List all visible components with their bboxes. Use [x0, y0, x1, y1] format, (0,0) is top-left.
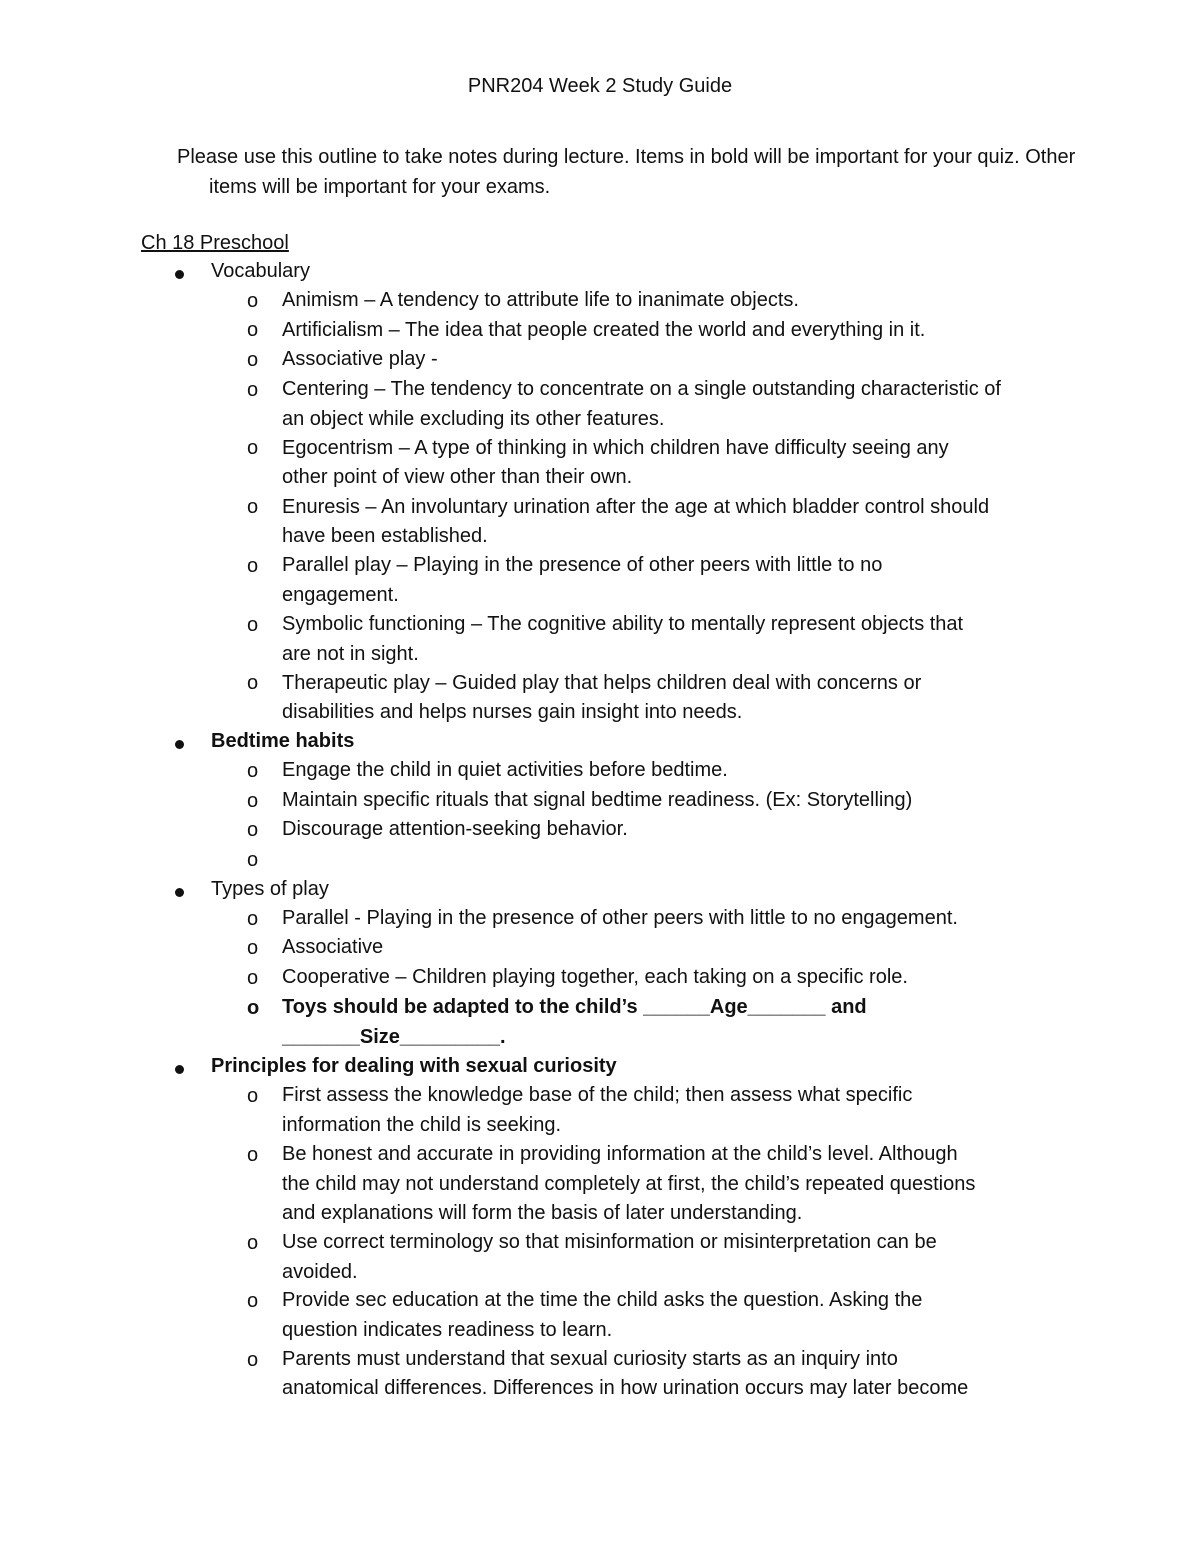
vocab-item: Parallel play – Playing in the presence of other peers with little to no: [282, 554, 883, 576]
page-title: PNR204 Week 2 Study Guide: [467, 75, 733, 97]
section-heading: Ch 18 Preschool: [141, 232, 289, 254]
sub-bullet: o: [247, 614, 259, 636]
sub-bullet: o: [247, 760, 259, 782]
bedtime-item: Engage the child in quiet activities before bedtime.: [282, 759, 728, 781]
sub-bullet: o: [247, 1349, 259, 1371]
vocab-item: Associative play -: [282, 348, 438, 370]
sub-bullet: o: [247, 555, 259, 577]
outline-item-curiosity: Principles for dealing with sexual curiosity: [211, 1055, 617, 1077]
vocab-item: Artificialism – The idea that people created the world and everything in it.: [282, 319, 926, 341]
vocab-item-cont: engagement.: [282, 584, 399, 606]
curiosity-item: Provide sec education at the time the child asks the question. Asking the: [282, 1289, 923, 1311]
play-item: Associative: [282, 936, 384, 958]
vocab-item-cont: other point of view other than their own.: [282, 466, 633, 488]
curiosity-item: First assess the knowledge base of the child; then assess what specific: [282, 1084, 913, 1106]
sub-bullet: o: [247, 1232, 259, 1254]
sub-bullet: o: [247, 937, 259, 959]
outline-item-bedtime: Bedtime habits: [211, 730, 355, 752]
sub-bullet: o: [247, 967, 259, 989]
sub-bullet: o: [247, 997, 260, 1019]
curiosity-item-cont: avoided.: [282, 1261, 358, 1283]
sub-bullet: o: [247, 496, 259, 518]
vocab-item: Symbolic functioning – The cognitive ability to mentally represent objects that: [282, 613, 964, 635]
curiosity-item-cont: information the child is seeking.: [282, 1114, 562, 1136]
bullet-play: [172, 882, 188, 898]
sub-bullet: o: [247, 672, 259, 694]
sub-bullet: o: [247, 437, 259, 459]
bullet-curiosity: [172, 1059, 188, 1075]
sub-bullet: o: [247, 290, 259, 312]
vocab-item-cont: have been established.: [282, 525, 488, 547]
vocab-item-cont: are not in sight.: [282, 643, 419, 665]
sub-bullet: o: [247, 908, 259, 930]
bullet-vocabulary: [172, 264, 188, 280]
vocab-item: Centering – The tendency to concentrate on a single outstanding characteristic of: [282, 378, 1001, 400]
vocab-item: Animism – A tendency to attribute life to inanimate objects.: [282, 289, 799, 311]
sub-bullet: o: [247, 319, 259, 341]
sub-bullet: o: [247, 1290, 259, 1312]
vocab-item-cont: an object while excluding its other features.: [282, 408, 665, 430]
curiosity-item-cont: question indicates readiness to learn.: [282, 1319, 613, 1341]
bedtime-item: Discourage attention-seeking behavior.: [282, 818, 628, 840]
sub-bullet: o: [247, 790, 259, 812]
curiosity-item-cont: anatomical differences. Differences in how urination occurs may later become: [282, 1377, 969, 1399]
curiosity-item: Use correct terminology so that misinformation or misinterpretation can be: [282, 1231, 937, 1253]
curiosity-item: Be honest and accurate in providing information at the child’s level. Although: [282, 1143, 958, 1165]
sub-bullet: o: [247, 1085, 259, 1107]
play-item-toys: Toys should be adapted to the child’s ______Age_______ and: [282, 996, 867, 1018]
vocab-item: Therapeutic play – Guided play that helps children deal with concerns or: [282, 672, 922, 694]
sub-bullet: o: [247, 1144, 259, 1166]
sub-bullet: o: [247, 849, 259, 871]
play-item: Parallel - Playing in the presence of other peers with little to no engagement.: [282, 907, 958, 929]
curiosity-item-cont: the child may not understand completely at first, the child’s repeated questions: [282, 1173, 976, 1195]
vocab-item: Enuresis – An involuntary urination after the age at which bladder control should: [282, 496, 990, 518]
bullet-bedtime: [172, 734, 188, 750]
intro-paragraph: Please use this outline to take notes during lecture. Items in bold will be important for your quiz. Other items will be important for your exams.: [177, 146, 1076, 198]
vocab-item: Egocentrism – A type of thinking in which children have difficulty seeing any: [282, 437, 949, 459]
play-item-toys-cont: _______Size_________.: [282, 1026, 506, 1048]
outline-item-play: Types of play: [211, 878, 329, 900]
sub-bullet: o: [247, 819, 259, 841]
bedtime-item: Maintain specific rituals that signal bedtime readiness. (Ex: Storytelling): [282, 789, 913, 811]
sub-bullet: o: [247, 379, 259, 401]
curiosity-item-cont: and explanations will form the basis of later understanding.: [282, 1202, 803, 1224]
outline-item-vocabulary: Vocabulary: [211, 260, 310, 282]
vocab-item-cont: disabilities and helps nurses gain insight into needs.: [282, 701, 743, 723]
play-item: Cooperative – Children playing together, each taking on a specific role.: [282, 966, 908, 988]
curiosity-item: Parents must understand that sexual curiosity starts as an inquiry into: [282, 1348, 898, 1370]
sub-bullet: o: [247, 349, 259, 371]
